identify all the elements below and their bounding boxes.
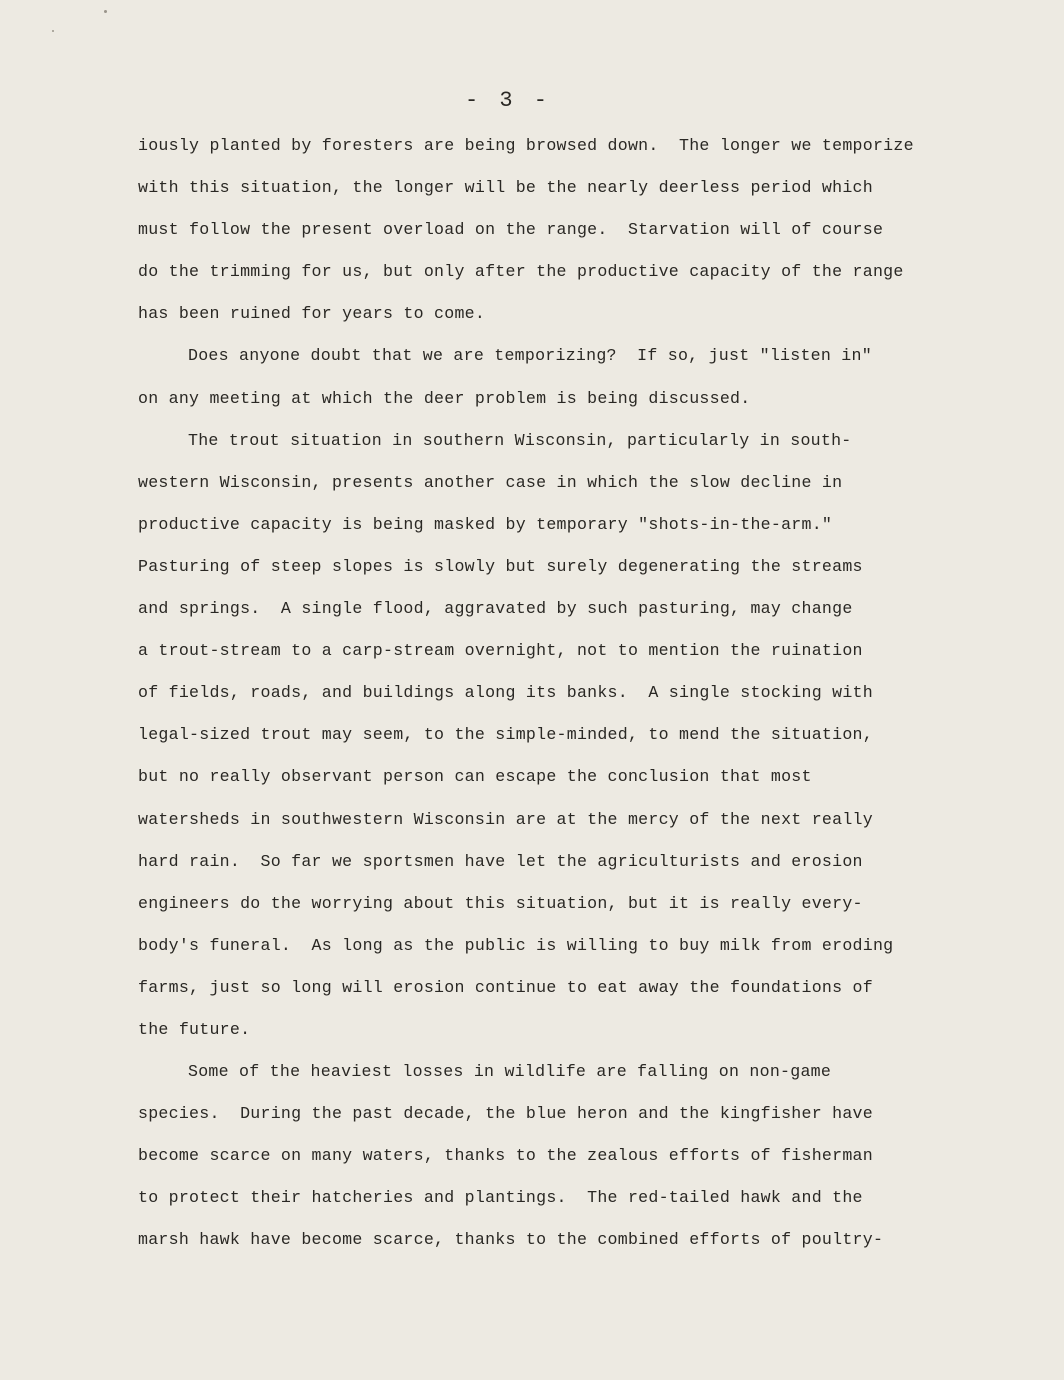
text-line: of fields, roads, and buildings along its banks. A single stocking with [138,683,873,703]
text-line: The trout situation in southern Wisconsin, particularly in south- [188,430,852,450]
text-line: but no really observant person can escape the conclusion that most [138,767,812,787]
text-line: Pasturing of steep slopes is slowly but surely degenerating the streams [138,556,863,576]
text-line: iously planted by foresters are being browsed down. The longer we temporize [138,136,914,155]
text-line: marsh hawk have become scarce, thanks to the combined efforts of poultry- [138,1230,884,1250]
text-line: a trout-stream to a carp-stream overnight, not to mention the ruination [138,641,863,661]
body-text [138,125,958,1262]
text-line: to protect their hatcheries and plantings. The red-tailed hawk and the [138,1188,863,1208]
text-line: on any meeting at which the deer problem is being discussed. [138,388,751,408]
paper-speck [104,10,107,13]
text-line: the future. [138,1019,251,1039]
text-line: must follow the present overload on the range. Starvation will of course [138,220,884,240]
text-line: with this situation, the longer will be the nearly deerless period which [138,178,873,198]
text-line: farms, just so long will erosion continue to eat away the foundations of [138,977,873,997]
text-line: hard rain. So far we sportsmen have let the agriculturists and erosion [138,851,863,871]
text-line: Does anyone doubt that we are temporizing? If so, just "listen in" [188,346,872,366]
text-line: productive capacity is being masked by temporary "shots-in-the-arm." [138,514,833,534]
text-line: and springs. A single flood, aggravated by such pasturing, may change [138,599,853,619]
text-line: watersheds in southwestern Wisconsin are at the mercy of the next really [138,809,873,829]
text-line: Some of the heaviest losses in wildlife are falling on non-game [188,1062,832,1082]
page-number: - 3 - [464,88,551,113]
text-line: engineers do the worrying about this situation, but it is really every- [138,893,863,913]
text-line: has been ruined for years to come. [138,304,486,324]
text-line: body's funeral. As long as the public is willing to buy milk from eroding [138,935,894,955]
text-line: do the trimming for us, but only after the productive capacity of the range [138,262,904,282]
text-line: become scarce on many waters, thanks to the zealous efforts of fisherman [138,1146,873,1166]
text-line: western Wisconsin, presents another case in which the slow decline in [138,472,843,492]
text-line: species. During the past decade, the blue heron and the kingfisher have [138,1104,873,1124]
paper-speck [52,30,54,32]
text-line: legal-sized trout may seem, to the simple-minded, to mend the situation, [138,725,873,745]
